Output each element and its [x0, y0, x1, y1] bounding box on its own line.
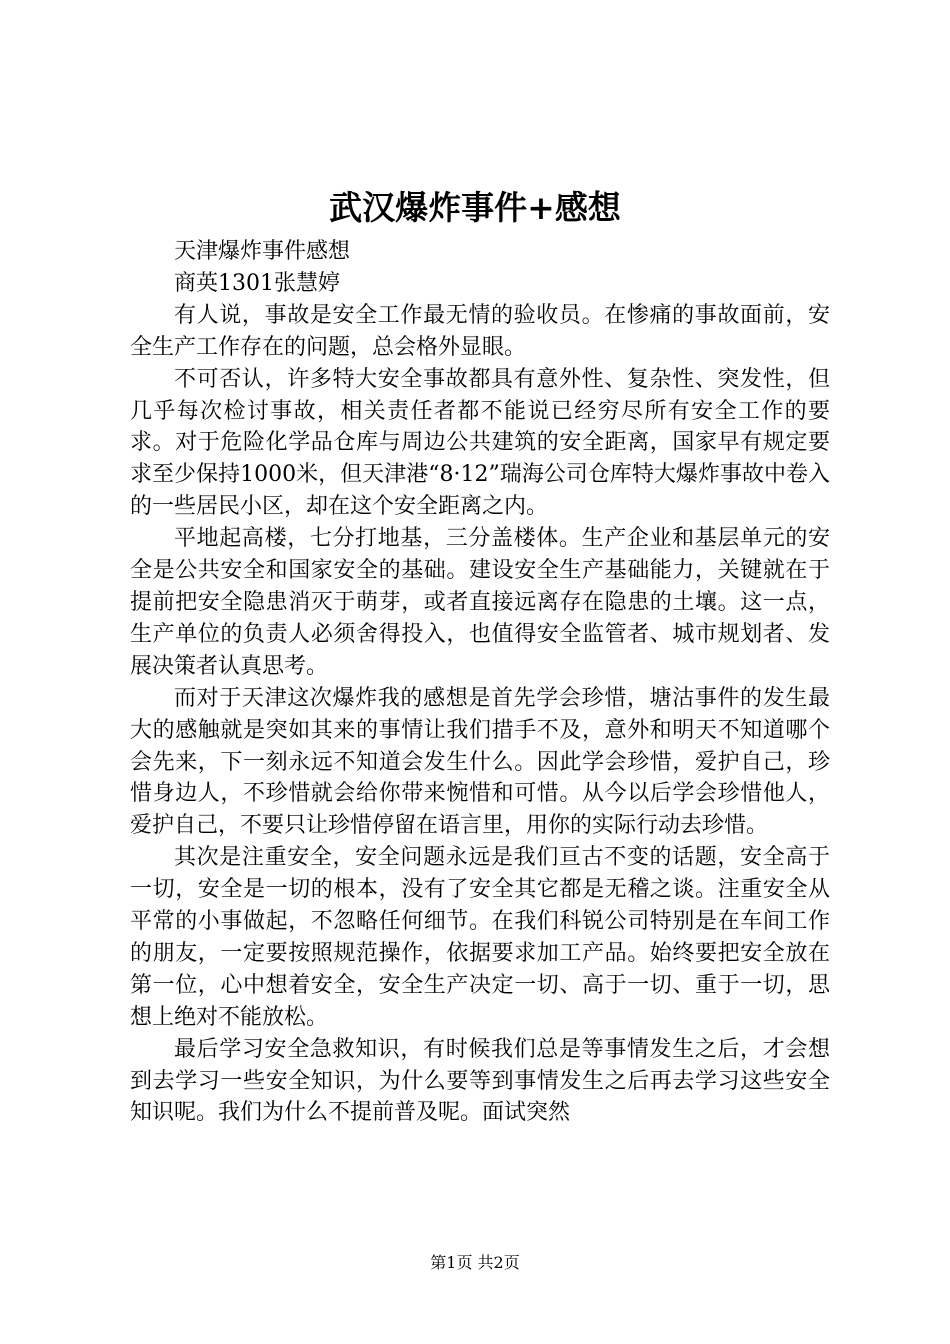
- subtitle: 天津爆炸事件感想: [174, 239, 351, 264]
- paragraph-1: 有人说，事故是安全工作最无情的验收员。在惨痛的事故面前，安全生产工作存在的问题，总会格外显眼。: [130, 302, 830, 360]
- page-number-footer: 第1页 共2页: [430, 1253, 520, 1272]
- paragraph-3: 平地起高楼，七分打地基，三分盖楼体。生产企业和基层单元的安全是公共安全和国家安全的基础。建设安全生产基础能力，关键就在于提前把安全隐患消灭于萌芽，或者直接远离存在隐患的土壤。这一点，生产单位的负责人必须舍得投入，也值得安全监管者、城市规划者、发展决策者认真思考。: [130, 526, 830, 679]
- document-body: [130, 236, 830, 1129]
- paragraph-2: 不可否认，许多特大安全事故都具有意外性、复杂性、突发性，但几乎每次检讨事故，相关责任者都不能说已经穷尽所有安全工作的要求。对于危险化学品仓库与周边公共建筑的安全距离，国家早有规定要求至少保持1000米，但天津港“8·12”瑞海公司仓库特大爆炸事故中卷入的一些居民小区，却在这个安全距离之内。: [130, 366, 830, 520]
- paragraph-4: 而对于天津这次爆炸我的感想是首先学会珍惜，塘沽事件的发生最大的感触就是突如其来的事情让我们措手不及，意外和明天不知道哪个会先来，下一刻永远不知道会发生什么。因此学会珍惜，爱护自己，珍惜身边人，不珍惜就会给你带来惋惜和可惜。从今以后学会珍惜他人，爱护自己，不要只让珍惜停留在语言里，用你的实际行动去珍惜。: [130, 685, 830, 839]
- author-line: 商英1301张慧婷: [174, 270, 340, 296]
- paragraph-6: 最后学习安全急救知识，有时候我们总是等事情发生之后，才会想到去学习一些安全知识，为什么要等到事情发生之后再去学习这些安全知识呢。我们为什么不提前普及呢。面试突然: [130, 1036, 830, 1126]
- document-title: 武汉爆炸事件+感想: [329, 188, 621, 227]
- paragraph-5: 其次是注重安全，安全问题永远是我们亘古不变的话题，安全高于一切，安全是一切的根本，没有了安全其它都是无稽之谈。注重安全从平常的小事做起，不忽略任何细节。在我们科锐公司特别是在车间工作的朋友，一定要按照规范操作，依据要求加工产品。始终要把安全放在第一位，心中想着安全，安全生产决定一切、高于一切、重于一切，思想上绝对不能放松。: [130, 845, 830, 1030]
